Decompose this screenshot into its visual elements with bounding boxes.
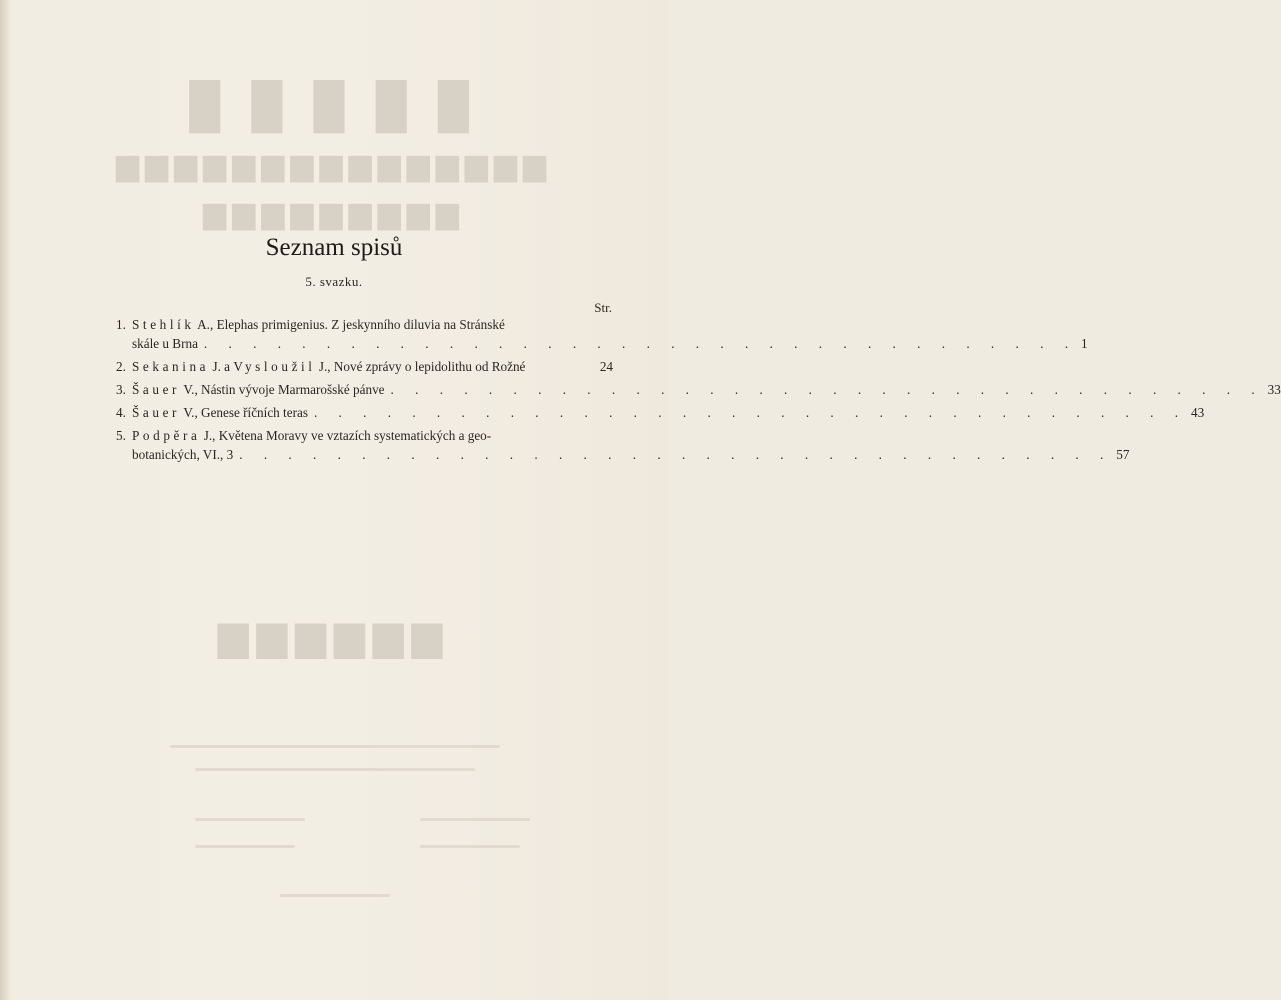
- bleed-through-rule: [170, 745, 500, 748]
- dot-leader: . . . . . . . . . . . . . . . . . . . . . . . . . . . . . . . . . . . .: [313, 405, 1188, 420]
- entry-page-number: 57: [1116, 447, 1130, 462]
- entry-title: J., Květena Moravy ve vztazích systematických a geo-: [203, 428, 492, 443]
- dot-leader: . . . . . . . . . . . . . . . . . . . . . . . . . . . . . . . . . . . .: [390, 382, 1264, 397]
- page-column-label: Str.: [594, 300, 612, 315]
- entry-author: Šauer: [132, 405, 181, 420]
- entry-number: 4.: [116, 405, 126, 420]
- bleed-through-heading: █ █ █ █ █: [189, 81, 479, 130]
- bleed-through-rule: [280, 894, 390, 897]
- entry-coauthor: Vysloužil: [233, 359, 316, 374]
- entry-number: 5.: [116, 428, 126, 443]
- bleed-through-rule: [195, 768, 475, 771]
- bleed-through-rule: [195, 818, 305, 821]
- entry-page-number: 43: [1191, 405, 1205, 420]
- volume-subtitle: 5. svazku.: [305, 274, 363, 289]
- toc-entry: [116, 315, 1088, 353]
- dot-leader: . . . . . . . . . . . . . . . . . . . . . . . . . . . . . . . . . . . .: [239, 447, 1113, 462]
- toc-entry: [116, 380, 1281, 399]
- entry-title: J., Nové zprávy o lepidolithu od Rožné: [318, 359, 526, 374]
- entry-page-number: 1: [1081, 336, 1088, 351]
- toc-entry: [116, 403, 1205, 422]
- entry-number: 2.: [116, 359, 126, 374]
- entry-page-number: 33: [1267, 382, 1281, 397]
- dot-leader: . . . . . . . . . . . . . . . . . . . . . . . . . . . . . . . . . . . .: [203, 336, 1077, 351]
- entry-author: Šauer: [132, 382, 181, 397]
- table-of-contents: [116, 315, 1281, 468]
- bleed-through-rule: [420, 818, 530, 821]
- entry-number: 1.: [116, 317, 126, 332]
- entry-title: A., Elephas primigenius. Z jeskynního diluvia na Stránské: [197, 317, 505, 332]
- entry-author: Stehlík: [132, 317, 195, 332]
- bleed-through-year: ▆▆▆▆▆▆: [217, 613, 451, 658]
- entry-page-number: 24: [599, 359, 613, 374]
- bleed-through-rule: [420, 845, 520, 848]
- entry-title: V., Nástin vývoje Marmarošské pánve: [183, 382, 385, 397]
- bleed-through-line: ▆▆▆▆▆▆▆▆▆: [203, 197, 465, 230]
- entry-author-joiner: J. a: [212, 359, 231, 374]
- bleed-through-rule: [195, 845, 295, 848]
- entry-author: Podpěra: [132, 428, 201, 443]
- toc-entry: [116, 357, 613, 376]
- entry-author: Sekanina: [132, 359, 210, 374]
- entry-title-continued: botanických, VI., 3: [132, 447, 234, 462]
- page-title: Seznam spisů: [265, 234, 403, 261]
- entry-title: V., Genese říčních teras: [183, 405, 308, 420]
- entry-title-continued: skále u Brna: [132, 336, 198, 351]
- bleed-through-line: ▆▆▆▆▆▆▆▆▆▆▆▆▆▆▆: [115, 149, 553, 182]
- toc-entry: [116, 426, 1130, 464]
- entry-number: 3.: [116, 382, 126, 397]
